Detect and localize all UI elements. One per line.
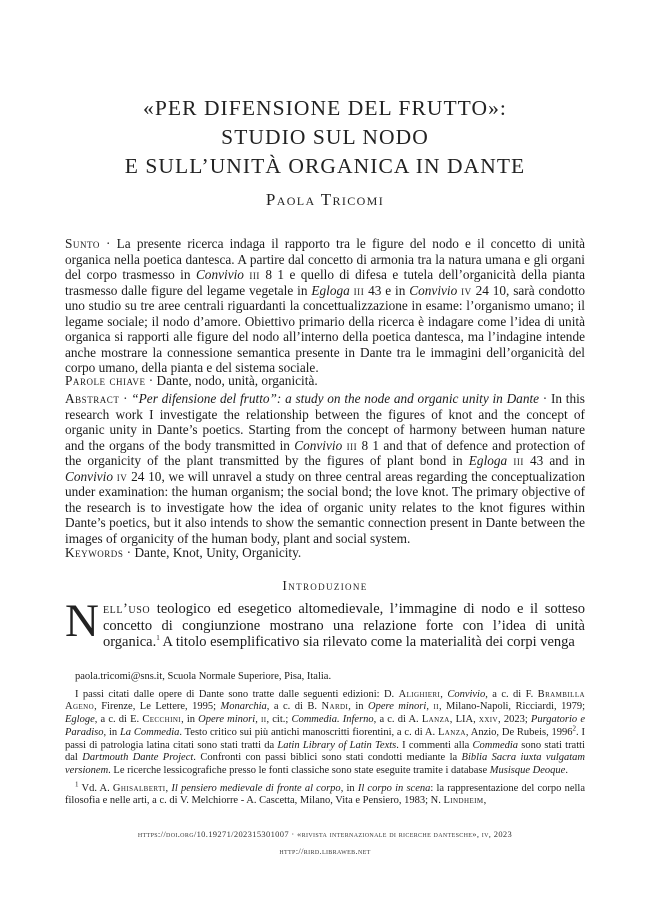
article-title [60,94,590,181]
intro-paragraph: Nell’uso teologico ed esegetico altomedievale, l’immagine di nodo e il sotteso concetto di congiunzione mostrano una relazione forte con l’idea di unità organica.$^1$ A titolo esemplificativo sia rilevato come la materialità dei corpi venga [65,595,585,650]
title-line-3: E SULL’UNITÀ ORGANICA IN DANTE [124,154,526,178]
abstract-label: Abstract [65,391,120,406]
abstract-title: “Per difensione del frutto”: a study on the node and organic unity in Dante [131,391,540,406]
section-heading: Introduzione [282,578,368,593]
author-affiliation: paola.tricomi@sns.it, Scuola Normale Superiore, Pisa, Italia. [75,671,332,682]
keywords: Keywords · Dante, Knot, Unity, Organicity. [65,545,302,560]
parole-chiave: Parole chiave · Dante, nodo, unità, organicità. [65,373,318,388]
footnotes [65,671,585,808]
parole-chiave-label: Parole chiave [65,373,146,388]
title-line-2: STUDIO SUL NODO [221,125,429,149]
editions-note: I passi citati dalle opere di Dante sono tratte dalle seguenti edizioni: D. Alighieri, Convivio, a c. di F. Brambilla Ageno, Firenze, Le Lettere, 1995; Monarchia, a c. di B. Nardi, in Opere minori, ii, Milano-Napoli, Ricciardi, 1979; Egloge, a c. di E. Cecchini, in Opere minori, ii, cit.; Commedia. Inferno, a c. di A. Lanza, LIA, xxiv, 2023; Purgatorio e Paradiso, in La Commedia. Testo critico sui più antichi manoscritti fiorentini, a c. di A. Lanza, Anzio, De Rubeis, 1996$^2$. I passi di patrologia latina citati sono stati tratti da Latin Library of Latin Texts. I commenti alla Commedia sono stati tratti dal Dartmouth Dante Project. Confronti con passi biblici sono stati condotti mediante la Biblia Sacra iuxta vulgatam versionem. Le ricerche lessicografiche presso le fonti classiche sono state eseguite tramite i database Musisque Deoque. [65,688,586,776]
keywords-label: Keywords [65,545,124,560]
author-name: Paola Tricomi [265,190,385,209]
drop-cap: N [65,595,99,647]
footer-url[interactable]: http://rird.libraweb.net [279,846,371,856]
sunto-label: Sunto [65,236,100,251]
title-line-1: «PER DIFENSIONE DEL FRUTTO»: [143,96,507,120]
footnote-ref-1: 1 [156,634,160,643]
sunto-paragraph: Sunto · La presente ricerca indaga il rapporto tra le figure del nodo e il concetto di unità organica nella poetica dantesca. A partire dal concetto di armonia tra la natura umana e gli organi del corpo trasmesso in Convivio iii 8 1 e quello di difesa e tutela dell’organicità della pianta trasmesso dalle figure del legame vegetale in Egloga iii 43 e in Convivio iv 24 10, sarà condotto uno studio su tre aree centrali riguardanti la concettualizzazione in esame: l’organismo umano; il legame sociale; il nodo d’amore. Obiettivo primario della ricerca è indagare come l’idea di unità organica si rapporti alle figure del nodo all’interno della poetica dantesca, ma l’indagine intende anche mostrare la connessione semantica presente in Dante tra le immagini dell’organicità del corpo umano, della pianta e del sistema sociale. [65,236,586,375]
abstract-paragraph: Abstract · “Per difensione del frutto”: a study on the node and organic unity in Dante · In this research work I investigate the relationship between the figures of knot and the concept of organic unity in Dante’s poetics. Starting from the concept of harmony between human nature and the organs of the body transmitted in Convivio iii 8 1 and that of defence and protection of the organicity of the plant transmitted by the figures of plant bond in Egloga iii 43 and in Convivio iv 24 10, we will unravel a study on three central areas regarding the conceptualization under examination: the human organism; the social bond; the love knot. The primary objective of the research is to investigate how the idea of organic unity relates to the knot figures within Dante’s poetics, but it also intends to show the semantic connection present in Dante between the images of organicity of the human body, plant and social system. [65,391,585,546]
footer-doi[interactable]: https://doi.org/10.19271/202315301007 · «rivista internazionale di ricerche dantesche», iv, 2023 [137,829,513,839]
footnote-1: $^1$ Vd. A. Ghisalberti, Il pensiero medievale di fronte al corpo, in Il corpo in scena: la rappresentazione del corpo nella filosofia e nelle arti, a c. di V. Melchiorre - A. Cascetta, Milano, Vita e Pensiero, 1983; N. Lindheim, [65,780,585,807]
